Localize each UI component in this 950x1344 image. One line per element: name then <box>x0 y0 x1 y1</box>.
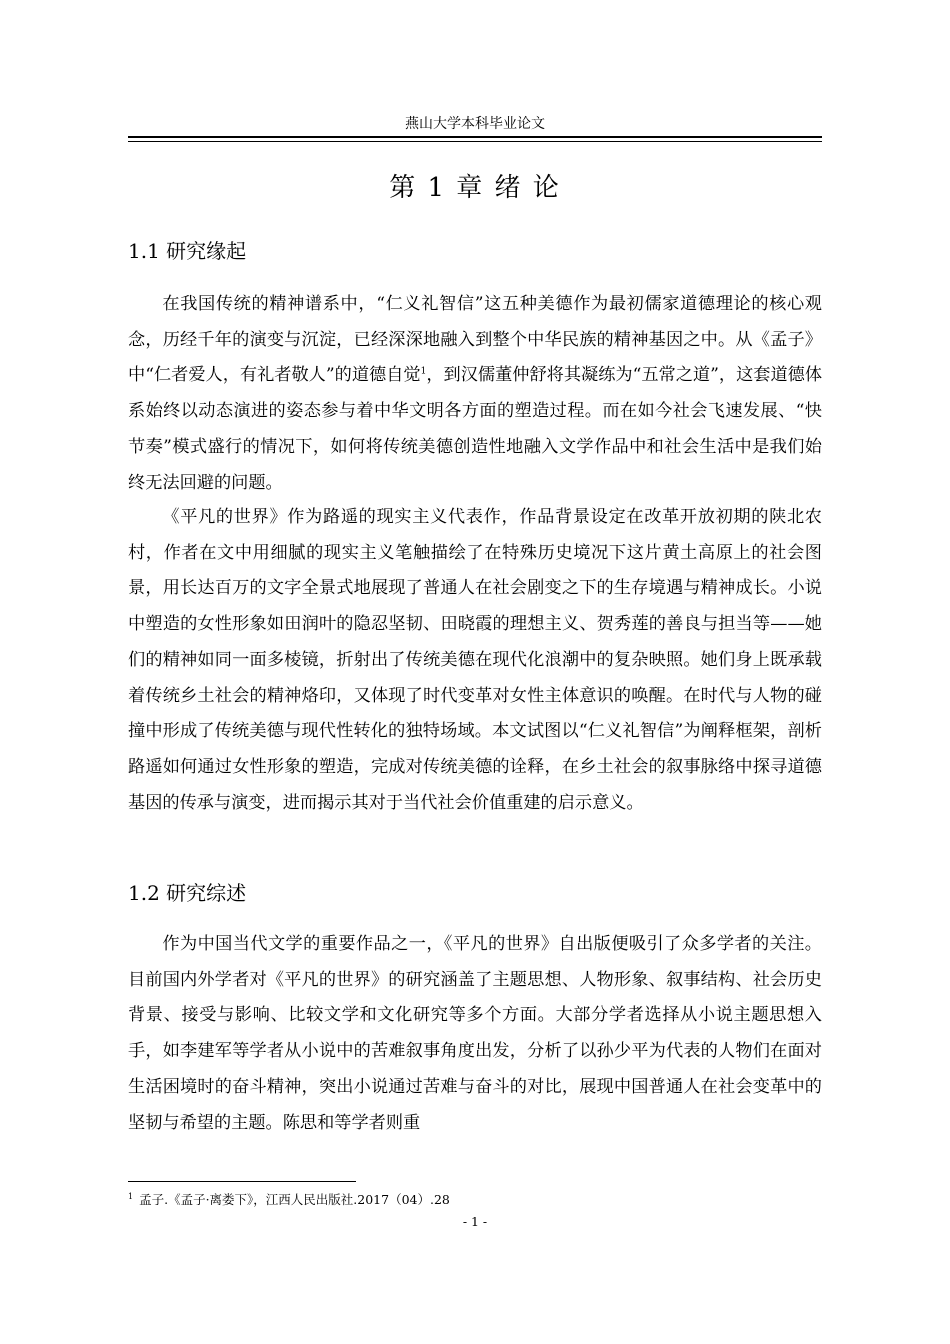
footnote-separator <box>128 1181 356 1182</box>
header-rule-thick <box>128 136 822 138</box>
paragraph-origin-1 <box>128 287 822 501</box>
paragraph-origin-2: 《平凡的世界》作为路遥的现实主义代表作，作品背景设定在改革开放初期的陕北农村，作者在文中用细腻的现实主义笔触描绘了在特殊历史境况下这片黄土高原上的社会图景，用长达百万的文字全景式地展现了普通人在社会剧变之下的生存境遇与精神成长。小说中塑造的女性形象如田润叶的隐忍坚韧、田晓霞的理想主义、贺秀莲的善良与担当等——她们的精神如同一面多棱镜，折射出了传统美德在现代化浪潮中的复杂映照。她们身上既承载着传统乡土社会的精神烙印，又体现了时代变革对女性主体意识的唤醒。在时代与人物的碰撞中形成了传统美德与现代性转化的独特场域。本文试图以“仁义礼智信”为阐释框架，剖析路遥如何通过女性形象的塑造，完成对传统美德的诠释，在乡土社会的叙事脉络中探寻道德基因的传承与演变，进而揭示其对于当代社会价值重建的启示意义。 <box>128 507 822 813</box>
paragraph-text: 在我国传统的精神谱系中，“仁义礼智信”这五种美德作为最初儒家道德理论的核心观念，历经千年的演变与沉淀，已经深深地融入到整个中华民族的精神基因之中。从《孟子》中“仁者爱人，有礼者敬人”的道德自觉 <box>128 294 822 386</box>
running-header: 燕山大学本科毕业论文 <box>405 116 545 132</box>
footnote-reference: 1 <box>420 366 427 377</box>
paragraph-text: ，到汉儒董仲舒将其凝练为“五常之道”，这套道德体系始终以动态演进的姿态参与着中华文明各方面的塑造过程。而在如今社会飞速发展、“快节奏”模式盛行的情况下，如何将传统美德创造性地融入文学作品中和社会生活中是我们始终无法回避的问题。 <box>128 365 823 493</box>
paragraph-review-1: 作为中国当代文学的重要作品之一，《平凡的世界》自出版便吸引了众多学者的关注。目前国内外学者对《平凡的世界》的研究涵盖了主题思想、人物形象、叙事结构、社会历史背景、接受与影响、比较文学和文化研究等多个方面。大部分学者选择从小说主题思想入手，如李建军等学者从小说中的苦难叙事角度出发，分析了以孙少平为代表的人物们在面对生活困境时的奋斗精神，突出小说通过苦难与奋斗的对比，展现中国普通人在社会变革中的坚韧与希望的主题。陈思和等学者则重 <box>128 934 822 1133</box>
page-number: - 1 - <box>462 1214 488 1229</box>
footnote-marker: 1 <box>128 1191 134 1201</box>
footnote-text: 孟子.《孟子·离娄下》，江西人民出版社.2017（04）.28 <box>139 1192 450 1207</box>
header-rule-thin <box>128 141 822 142</box>
section-heading-1-2: 1.2 研究综述 <box>128 881 247 905</box>
footnote <box>128 1192 822 1208</box>
chapter-title: 第 1 章 绪 论 <box>389 173 561 203</box>
section-heading-1-1: 1.1 研究缘起 <box>128 239 247 263</box>
